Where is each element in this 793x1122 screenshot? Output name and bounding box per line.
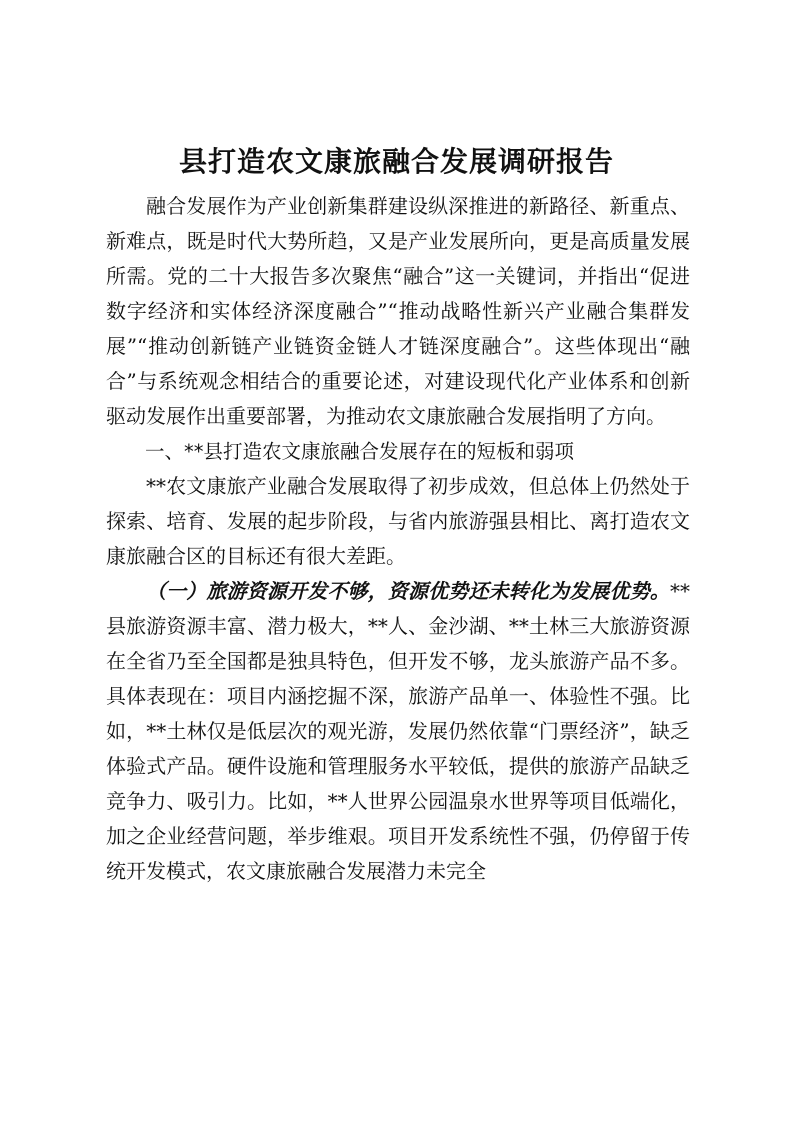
document-title: 县打造农文康旅融合发展调研报告 <box>178 145 614 178</box>
document-body <box>106 189 690 889</box>
subsection-text: **县旅游资源丰富、潜力极大，**人、金沙湖、**土林三大旅游资源在全省乃至全国都是独具特色，但开发不够，龙头旅游产品不多。具体表现在：项目内涵挖掘不深，旅游产品单一、体验性不强。比如，**土林仅是低层次的观光游，发展仍然依靠“门票经济”，缺乏体验式产品。硬件设施和管理服务水平较低，提供的旅游产品缺乏竞争力、吸引力。比如，**人世界公园温泉水世界等项目低端化，加之企业经营问题，举步维艰。项目开发系统性不强，仍停留于传统开发模式，农文康旅融合发展潜力未完全 <box>106 579 690 883</box>
subsection-heading: （一）旅游资源开发不够，资源优势还未转化为发展优势。 <box>146 579 670 603</box>
subsection-paragraph <box>106 574 690 889</box>
section-lead-paragraph: **农文康旅产业融合发展取得了初步成效，但总体上仍然处于探索、培育、发展的起步阶段，与省内旅游强县相比、离打造农文康旅融合区的目标还有很大差距。 <box>106 474 690 568</box>
intro-paragraph: 融合发展作为产业创新集群建设纵深推进的新路径、新重点、新难点，既是时代大势所趋，又是产业发展所向，更是高质量发展所需。党的二十大报告多次聚焦“融合”这一关键词，并指出“促进数字经济和实体经济深度融合”“推动战略性新兴产业融合集群发展”“推动创新链产业链资金链人才链深度融合”。这些体现出“融合”与系统观念相结合的重要论述，对建设现代化产业体系和创新驱动发展作出重要部署，为推动农文康旅融合发展指明了方向。 <box>106 194 690 428</box>
section-heading: 一、**县打造农文康旅融合发展存在的短板和弱项 <box>145 440 575 463</box>
